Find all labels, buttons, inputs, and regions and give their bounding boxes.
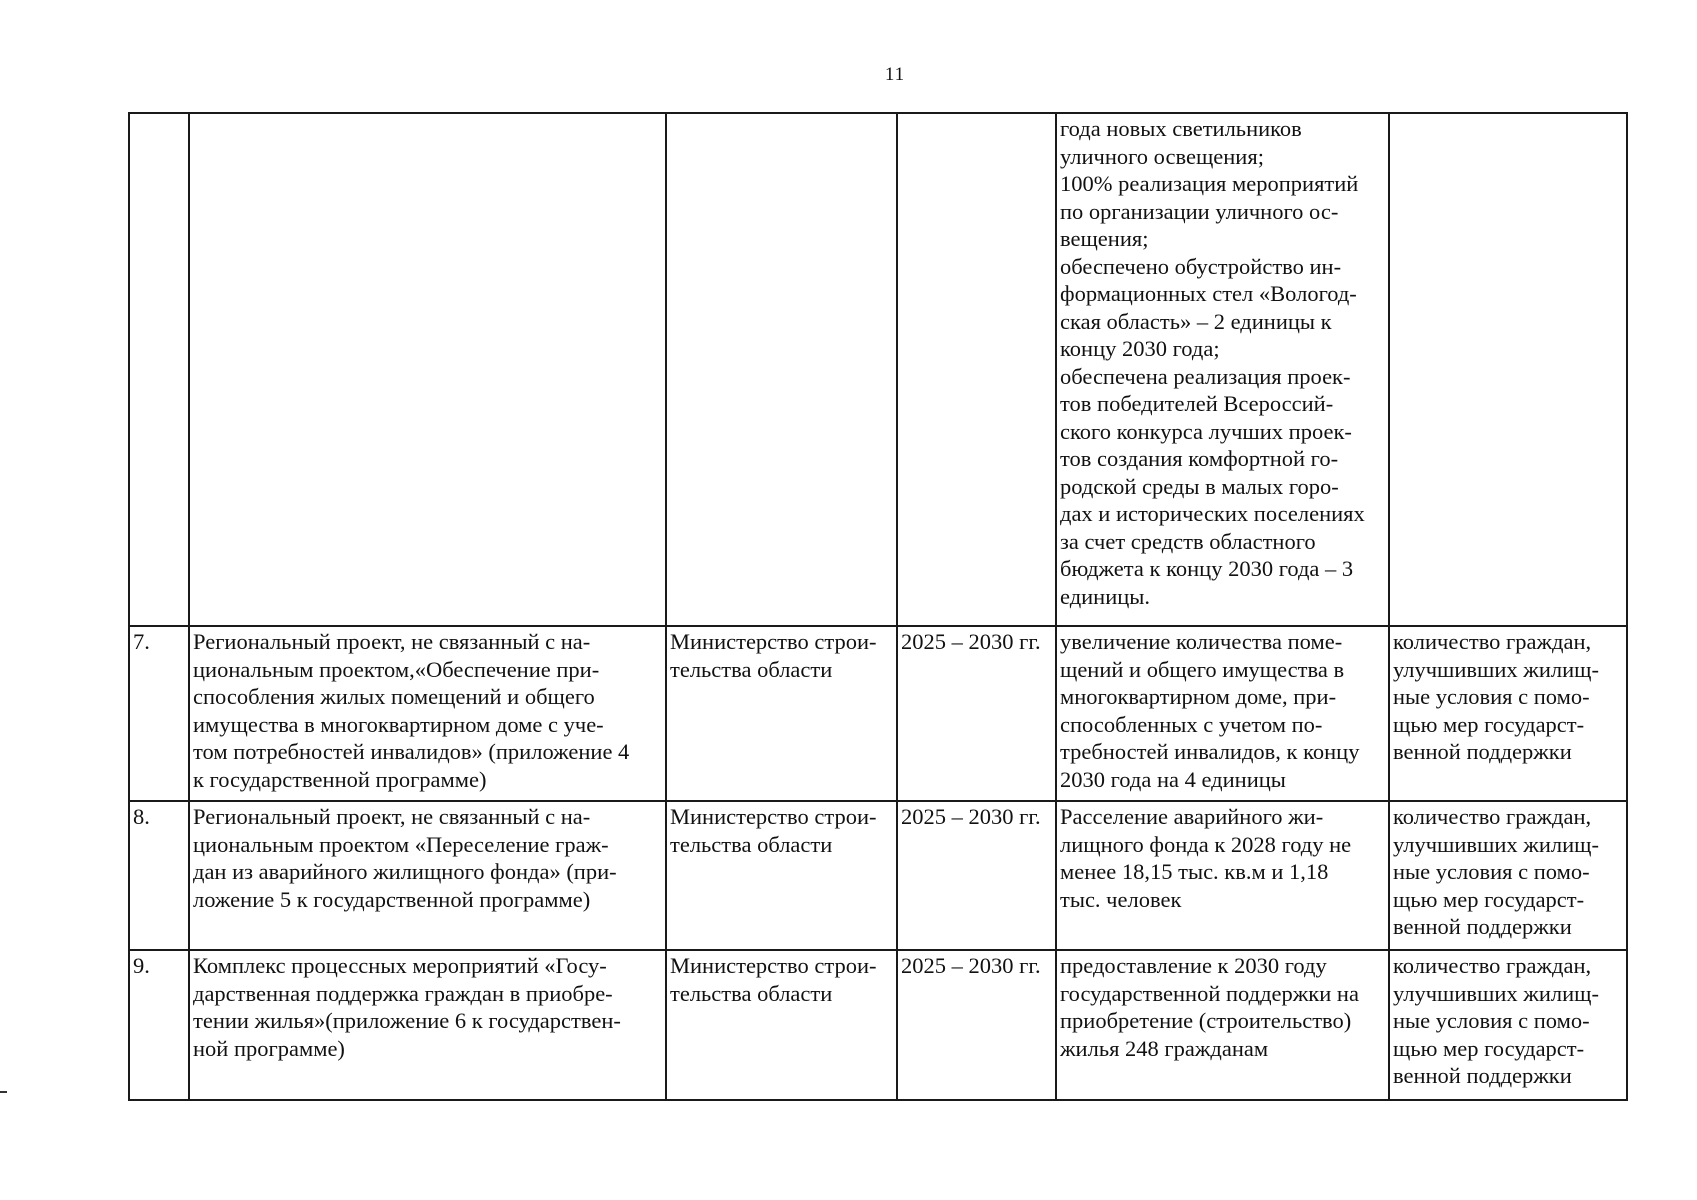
period-cell <box>897 113 1056 626</box>
project-name-cell: Региональный проект, не связанный с на- циональным проектом,«Обеспечение при- способления жилых помещений и общего имущества в многоквартирном доме с уче- том потребностей инвалидов» (приложение 4 к государственной программе) <box>189 626 666 801</box>
scan-edge-mark <box>0 1091 7 1093</box>
indicator-cell: количество граждан, улучшивших жилищ- ные условия с помо- щью мер государст- венной поддержки <box>1389 950 1627 1100</box>
executor-cell: Министерство строи- тельства области <box>666 801 897 950</box>
row-number-cell: 9. <box>129 950 189 1100</box>
executor-cell: Министерство строи- тельства области <box>666 950 897 1100</box>
table-row <box>129 626 1627 801</box>
row-number-cell: 7. <box>129 626 189 801</box>
project-name-cell: Комплекс процессных мероприятий «Госу- дарственная поддержка граждан в приобре- тении жилья»(приложение 6 к государствен- ной программе) <box>189 950 666 1100</box>
project-name-cell <box>189 113 666 626</box>
row-number-cell <box>129 113 189 626</box>
row-number-cell: 8. <box>129 801 189 950</box>
program-table <box>128 112 1628 1101</box>
period-cell: 2025 – 2030 гг. <box>897 801 1056 950</box>
indicator-cell: количество граждан, улучшивших жилищ- ные условия с помо- щью мер государст- венной поддержки <box>1389 626 1627 801</box>
table-row <box>129 950 1627 1100</box>
period-cell: 2025 – 2030 гг. <box>897 950 1056 1100</box>
result-cell: увеличение количества поме- щений и общего имущества в многоквартирном доме, при- способленных с учетом по- требностей инвалидов, к концу 2030 года на 4 единицы <box>1056 626 1389 801</box>
executor-cell <box>666 113 897 626</box>
result-cell: предоставление к 2030 году государственной поддержки на приобретение (строительство) жилья 248 гражданам <box>1056 950 1389 1100</box>
page-number: 11 <box>884 64 906 85</box>
result-cell: года новых светильников уличного освещения; 100% реализация мероприятий по организации уличного ос- вещения; обеспечено обустройство ин- формационных стел «Вологод- ская область» – 2 единицы к концу 2030 года; обеспечена реализация проек- тов победителей Всероссий- ского конкурса лучших проек- тов создания комфортной го- родской среды в малых горо- дах и исторических поселениях за счет средств областного бюджета к концу 2030 года – 3 единицы. <box>1056 113 1389 626</box>
result-cell: Расселение аварийного жи- лищного фонда к 2028 году не менее 18,15 тыс. кв.м и 1,18 тыс. человек <box>1056 801 1389 950</box>
period-cell: 2025 – 2030 гг. <box>897 626 1056 801</box>
indicator-cell: количество граждан, улучшивших жилищ- ные условия с помо- щью мер государст- венной поддержки <box>1389 801 1627 950</box>
executor-cell: Министерство строи- тельства области <box>666 626 897 801</box>
indicator-cell <box>1389 113 1627 626</box>
table-row <box>129 801 1627 950</box>
table-row <box>129 113 1627 626</box>
project-name-cell: Региональный проект, не связанный с на- циональным проектом «Переселение граж- дан из аварийного жилищного фонда» (при- ложение 5 к государственной программе) <box>189 801 666 950</box>
